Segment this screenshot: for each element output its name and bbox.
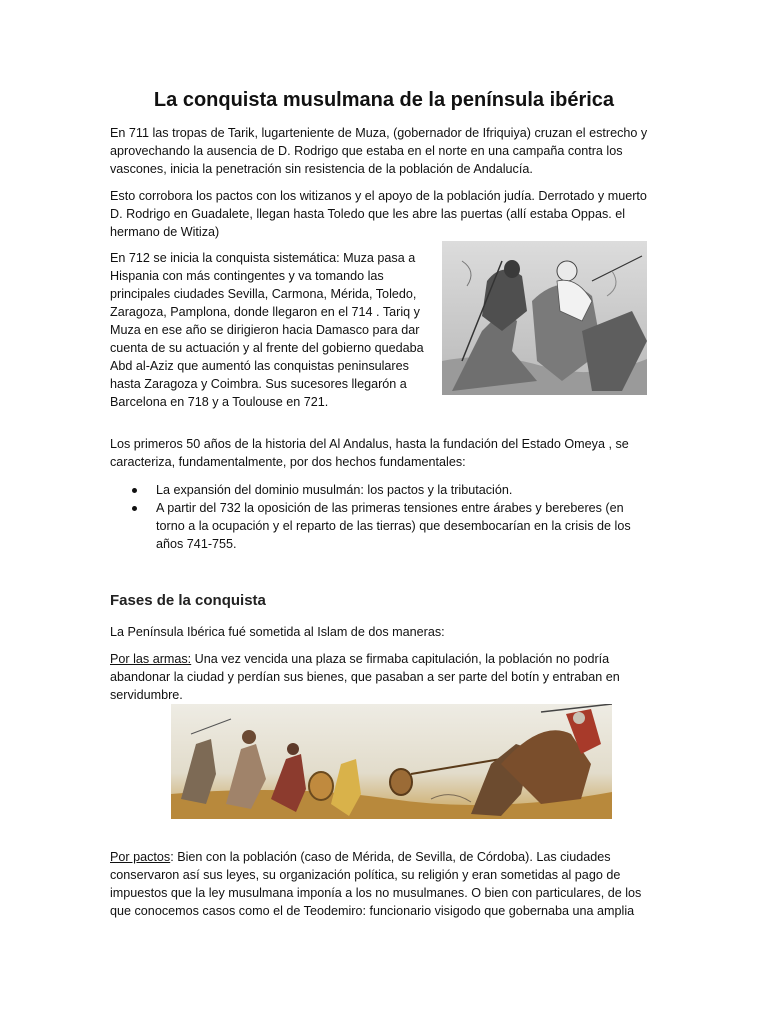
bullet-list [110,481,650,553]
paragraph-muza: En 712 se inicia la conquista sistemática: Muza pasa a Hispania con más contingentes y va tomando las principales ciudades Sevilla, Carmona, Mérida, Toledo, Zaragoza, Pamplona, donde llegaron en el 714 . Tariq y Muza en ese año se dirigieron hacia Damasco para dar cuenta de su actuación y al frente del gobierno quedaba Abd al-Aziz que aumentó las conquistas peninsulares hasta Zaragoza y Coimbra. Sus sucesores llegarón a Barcelona en 718 y a Toulouse en 721. [110,251,424,409]
armas-text: Una vez vencida una plaza se firmaba capitulación, la población no podría abandonar la ciudad y perdían sus bienes, que pasaban a ser parte del botín y entraban en servidumbre. [110,652,620,702]
armas-label: Por las armas: [110,652,192,666]
pactos-text: : Bien con la población (caso de Mérida, de Sevilla, de Córdoba). Las ciudades conservaron así sus leyes, su organización política, su religión y eran sometidas al pago de impuestos que la ley musulmana imponía a los no musulmanes. O bien con particulares, de los que conocemos casos como el de Teodemiro: funcionario visigodo que gobernaba una amplia [110,850,642,918]
list-item [110,481,650,499]
page-title: La conquista musulmana de la península ibérica [153,89,615,111]
battle-painting-image [171,704,612,819]
bullet-icon [132,488,137,493]
paragraph-primeros-50-anos: Los primeros 50 años de la historia del Al Andalus, hasta la fundación del Estado Omeya , se caracteriza, fundamentalmente, por dos hechos fundamentales: [110,437,629,469]
list-item [110,499,650,553]
section-heading: Fases de la conquista [110,592,266,609]
battle-engraving-image [442,241,647,395]
list-item-text: La expansión del dominio musulmán: los pactos y la tributación. [156,483,513,497]
paragraph-tarik: En 711 las tropas de Tarik, lugarteniente de Muza, (gobernador de Ifriquiya) cruzan el estrecho y aprovechando la ausencia de D. Rodrigo que estaba en el norte en una campaña contra los vascones, inicia la penetración sin resistencia de la población de Andalucía. [110,126,648,176]
paragraph-witizanos: Esto corrobora los pactos con los witizanos y el apoyo de la población judía. Derrotado y muerto D. Rodrigo en Guadalete, llegan hasta Toledo que les abre las puertas (allí estaba Oppas. el hermano de Witiza) [110,189,647,239]
paragraph-por-pactos [110,848,656,920]
bullet-icon [132,506,137,511]
list-item-text: A partir del 732 la oposición de las primeras tensiones entre árabes y bereberes (en torno a la ocupación y el reparto de las tierras) que desembocarían en la crisis de los años 741-755. [156,501,631,551]
pactos-label: Por pactos [110,850,171,864]
paragraph-dos-maneras: La Península Ibérica fué sometida al Islam de dos maneras: [110,625,445,639]
paragraph-por-las-armas [110,650,656,704]
